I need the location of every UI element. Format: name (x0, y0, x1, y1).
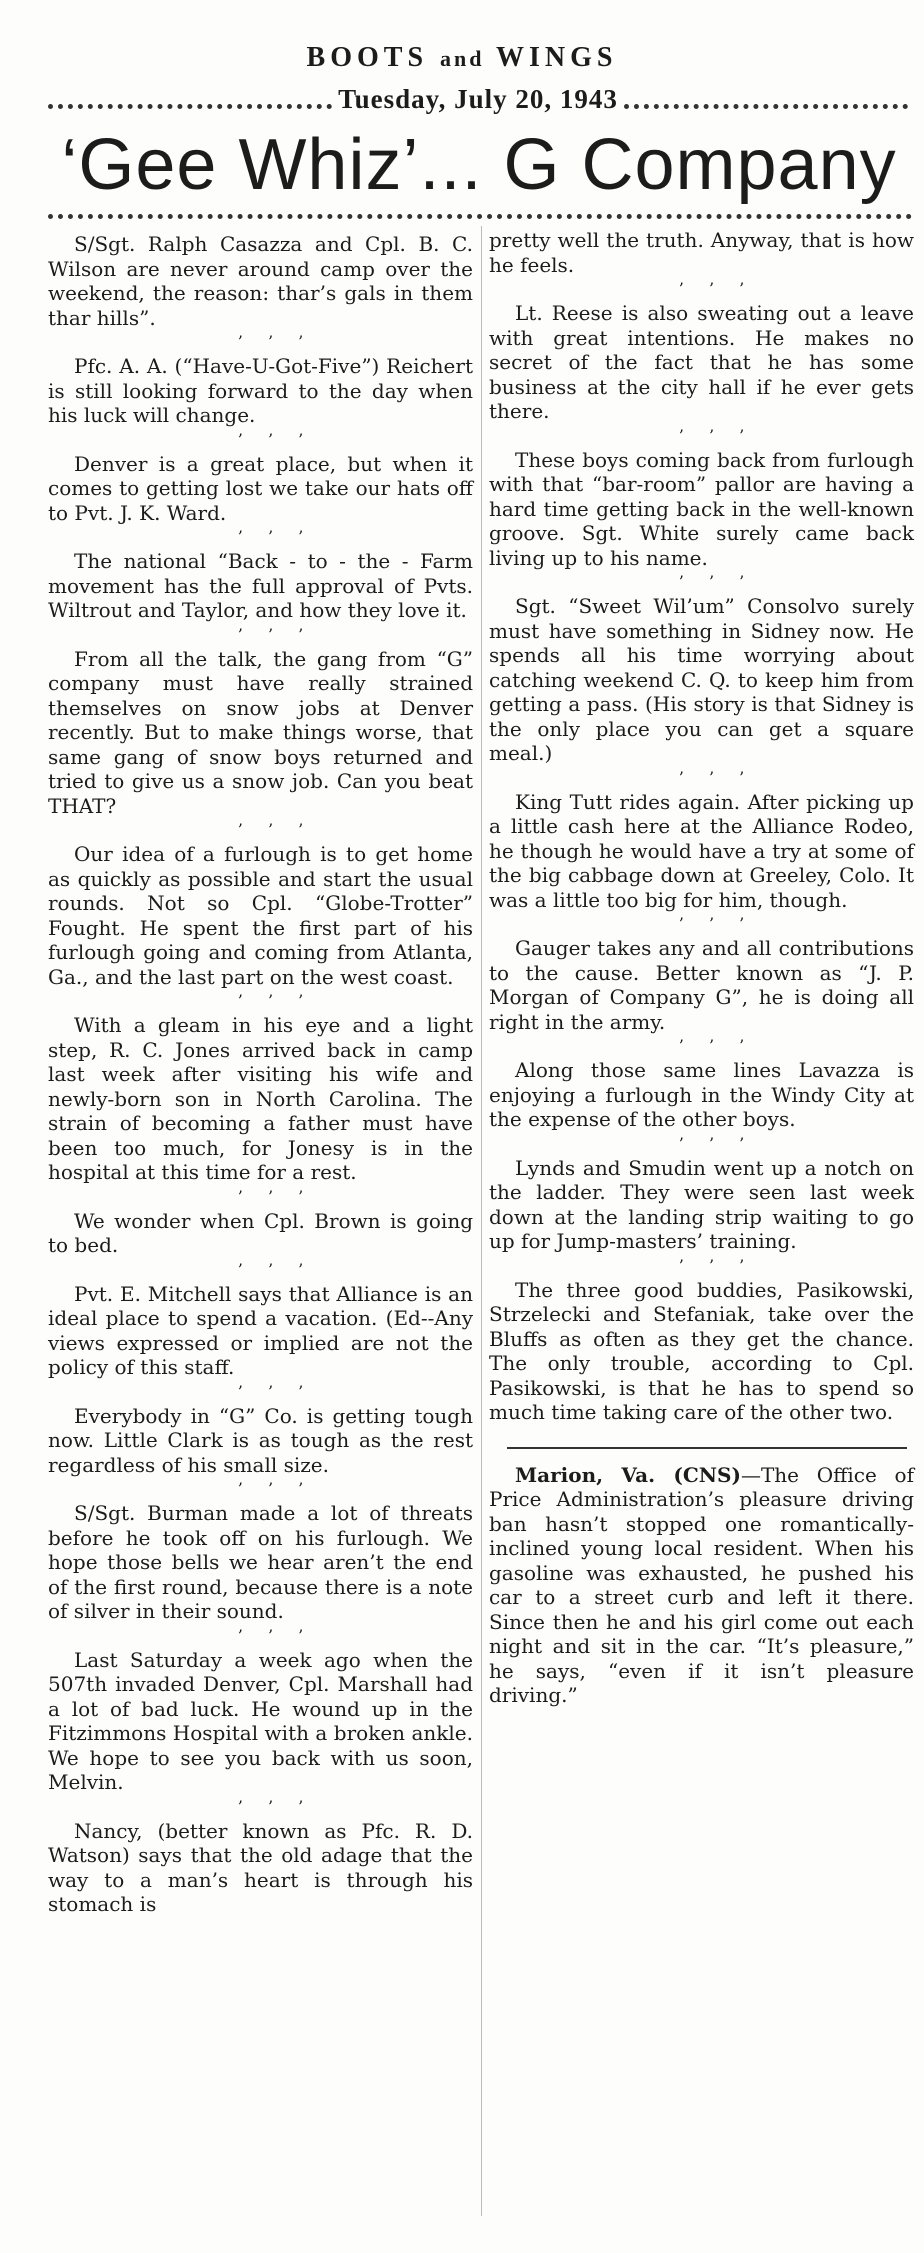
news-item: The national “Back - to - the - Farm movement has the full approval of Pvts. Wiltrout and Taylor, and how they love it. (48, 549, 473, 622)
item-separator: ’ ’ ’ (678, 914, 755, 933)
wire-item-body: —The Office of Price Administration’s pleasure driving ban hasn’t stopped one romantically-inclined young local resident. When his gasoline was exhausted, he pushed his car to a street curb and left it there. Since then he and his girl come out each night and sit in the car. “It’s pleasure,” he says, “even if it isn’t pleasure driving.” (489, 1462, 914, 1707)
item-separator: ’ ’ ’ (237, 1479, 314, 1498)
item-separator: ’ ’ ’ (237, 1625, 314, 1645)
news-item: Last Saturday a week ago when the 507th invaded Denver, Cpl. Marshall had a lot of bad luck. He wound up in the Fitzimmons Hospital with a broken ankle. We hope to see you back with us soon, Melvin. (48, 1647, 473, 1794)
item-separator: ’ ’ ’ (237, 991, 314, 1010)
masthead-wings: WINGS (496, 42, 618, 73)
news-item: Nancy, (better known as Pfc. R. D. Watson) says that the old adage that the way to a man’s heart is through his stomach is (48, 1818, 473, 1916)
issue-date: Tuesday, July 20, 1943 (338, 83, 618, 114)
news-item: These boys coming back from furlough with that “bar-room” pallor are having a hard time getting back in the well-known groove. Sgt. White surely came back living up to his name. (489, 447, 914, 570)
headline: ‘Gee Whiz’... G Company (61, 125, 897, 205)
wire-item-dateline: Marion, Va. (CNS) (515, 1462, 741, 1487)
news-item: Lt. Reese is also sweating out a leave with great intentions. He makes no secret of the fact that he has some business at the city hall if he ever gets there. (489, 301, 914, 423)
item-separator: ’ ’ ’ (678, 1255, 755, 1275)
item-separator: ’ ’ ’ (237, 527, 314, 546)
item-separator: ’ ’ ’ (678, 1036, 755, 1055)
item-separator: ’ ’ ’ (237, 1259, 314, 1279)
wire-item-rule (507, 1447, 907, 1449)
news-item: Gauger takes any and all contributions to the cause. Better known as “J. P. Morgan of Company G”, he is doing all right in the army. (489, 936, 914, 1034)
news-item: S/Sgt. Burman made a lot of threats before he took off on his furlough. We hope those bells we hear aren’t the end of the first round, because there is a note of silver in their sound. (48, 1501, 473, 1623)
item-separator: ’ ’ ’ (237, 1796, 314, 1816)
item-separator: ’ ’ ’ (678, 1133, 755, 1153)
news-item: Denver is a great place, but when it comes to getting lost we take our hats off to Pvt. J. K. Ward. (48, 451, 473, 525)
headline-dotted-rule (48, 214, 912, 219)
masthead-and: and (440, 46, 485, 71)
news-item: From all the talk, the gang from “G” company must have really strained themselves on snow jobs at Denver recently. But to make things worse, that same gang of snow boys returned and tried to give us a snow job. Can you beat THAT? (48, 646, 473, 818)
news-item: Our idea of a furlough is to get home as quickly as possible and start the usual rounds. Not so Cpl. “Globe-Trotter” Fought. He spent the first part of his furlough going and coming from Atlanta, Ga., and the last part on the west coast. (48, 842, 473, 989)
news-item: With a gleam in his eye and a light step, R. C. Jones arrived back in camp last week after visiting his wife and newly-born son in North Carolina. The strain of becoming a father must have been too much, for Jonesy is in the hospital at this time for a rest. (48, 1013, 473, 1184)
news-item: Sgt. “Sweet Wil’um” Consolvo surely must have something in Sidney now. He spends all his time worrying about catching weekend C. Q. to keep him from getting a pass. (His story is that Sidney is the only place you can get a square meal.) (489, 594, 914, 765)
news-item: Pvt. E. Mitchell says that Alliance is an ideal place to spend a vacation. (Ed--Any views expressed or implied are not the policy of this staff. (48, 1281, 473, 1379)
left-column (48, 232, 473, 1917)
item-separator: ’ ’ ’ (237, 1186, 314, 1206)
item-separator: ’ ’ ’ (678, 279, 755, 298)
right-column (489, 228, 914, 1708)
news-item: pretty well the truth. Anyway, that is how he feels. (489, 228, 914, 277)
item-separator: ’ ’ ’ (237, 820, 314, 839)
dotted-rule-right (624, 104, 908, 109)
news-item: Everybody in “G” Co. is getting tough now. Little Clark is as tough as the rest regardless of his small size. (48, 1403, 473, 1477)
news-item: Pfc. A. A. (“Have-U-Got-Five”) Reichert is still looking forward to the day when his luck will change. (48, 354, 473, 427)
item-separator: ’ ’ ’ (237, 429, 314, 449)
wire-item (489, 1463, 914, 1708)
item-separator: ’ ’ ’ (678, 572, 755, 591)
masthead (0, 42, 924, 74)
item-separator: ’ ’ ’ (237, 624, 314, 644)
news-item: The three good buddies, Pasikowski, Strzelecki and Stefaniak, take over the Bluffs as often as they get the chance. The only trouble, according to Cpl. Pasikowski, is that he has to spend so much time taking care of the other two. (489, 1277, 914, 1424)
item-separator: ’ ’ ’ (678, 425, 755, 445)
item-separator: ’ ’ ’ (237, 332, 314, 351)
news-item: Along those same lines Lavazza is enjoying a furlough in the Windy City at the expense of the other boys. (489, 1058, 914, 1131)
item-separator: ’ ’ ’ (678, 767, 755, 787)
dotted-rule-left (48, 104, 332, 109)
news-item: Lynds and Smudin went up a notch on the ladder. They were seen last week down at the landing strip waiting to go up for Jump-masters’ training. (489, 1155, 914, 1253)
dateline-row (48, 82, 908, 116)
column-divider (481, 226, 482, 2216)
news-item: S/Sgt. Ralph Casazza and Cpl. B. C. Wilson are never around camp over the weekend, the reason: thar’s gals in them thar hills”. (48, 232, 473, 330)
item-separator: ’ ’ ’ (237, 1381, 314, 1401)
news-item: King Tutt rides again. After picking up a little cash here at the Alliance Rodeo, he though he would have a try at some of the big cabbage down at Greeley, Colo. It was a little too big for him, though. (489, 789, 914, 912)
news-item: We wonder when Cpl. Brown is going to bed. (48, 1208, 473, 1257)
masthead-boots: BOOTS (306, 42, 429, 73)
